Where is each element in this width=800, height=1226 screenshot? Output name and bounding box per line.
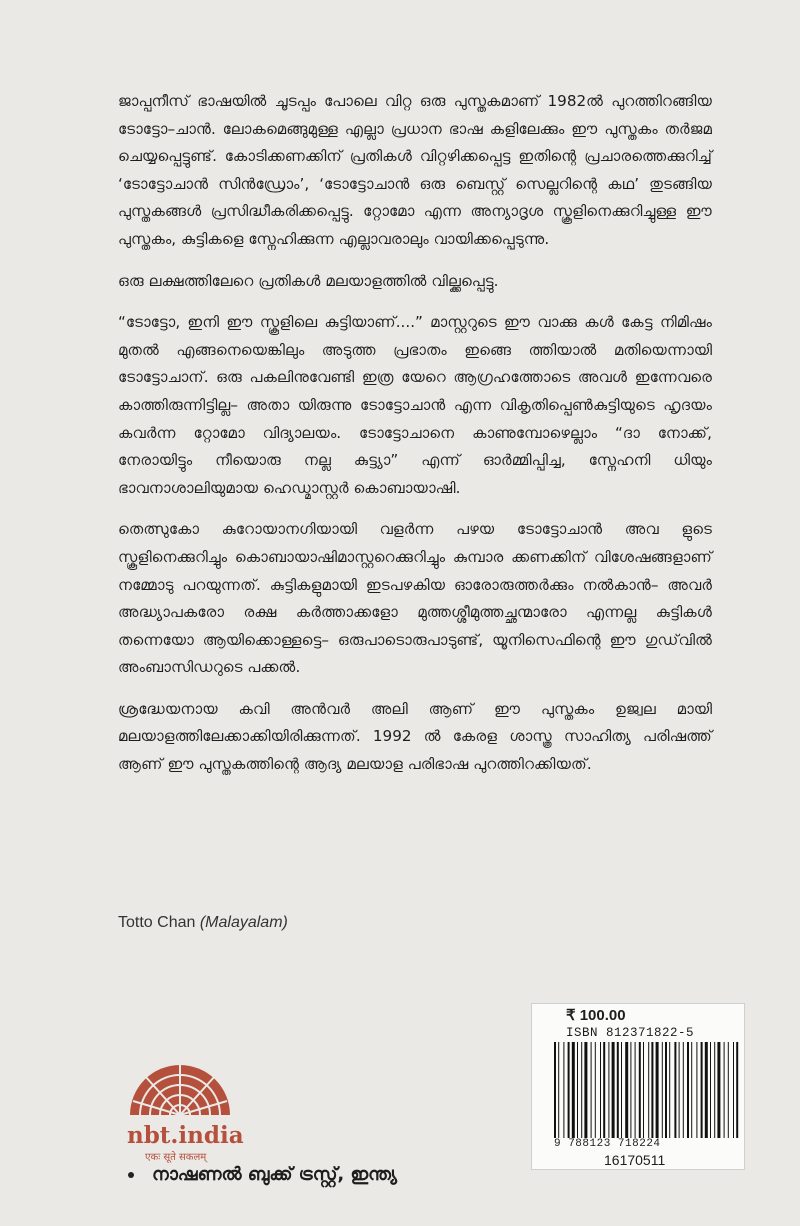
barcode-bar <box>679 1042 680 1138</box>
barcode-digits: 9 788123 718224 <box>554 1138 661 1150</box>
barcode-bar <box>612 1042 615 1138</box>
barcode-bar <box>683 1042 684 1138</box>
barcode-bar <box>674 1042 676 1138</box>
barcode-bar <box>630 1042 631 1138</box>
title-language: (Malayalam) <box>199 914 288 931</box>
barcode-bar <box>728 1042 729 1138</box>
title-text: Totto Chan <box>118 914 196 931</box>
barcode-bar <box>705 1042 708 1138</box>
barcode-bars <box>552 1042 742 1140</box>
barcode-bar <box>662 1042 663 1138</box>
price-label: ₹ 100.00 <box>566 1007 626 1024</box>
barcode-bar <box>736 1042 738 1138</box>
product-code: 16170511 <box>604 1152 666 1168</box>
barcode-bar <box>643 1042 644 1138</box>
barcode-bar <box>572 1042 575 1138</box>
bullet-dot <box>128 1172 134 1178</box>
barcode-bar <box>724 1042 725 1138</box>
barcode-sticker <box>531 1003 745 1170</box>
barcode-bar <box>617 1042 619 1138</box>
barcode-bar <box>714 1042 715 1138</box>
nbt-logo-icon <box>125 1043 235 1123</box>
logo-text: nbt.india <box>127 1122 244 1149</box>
barcode-bar <box>600 1042 601 1138</box>
barcode-bar <box>591 1042 592 1138</box>
barcode-bar <box>577 1042 578 1138</box>
book-title <box>118 914 288 932</box>
barcode-bar <box>701 1042 703 1138</box>
paragraph-story: “ടോട്ടോ, ഇനി ഈ സ്കൂളിലെ കുട്ടിയാണ്....” മാസ്റ്ററുടെ ഈ വാക്കു കൾ കേട്ട നിമിഷം മുതൽ എങ്ങനെയെങ്കിലും അടുത്ത പ്രഭാതം ഇങ്ങെ ത്തിയാൽ മതിയെന്നായി ടോട്ടോചാന്. ഒരു പകലിനുവേണ്ടി ഇത്ര യേറെ ആഗ്രഹത്തോടെ അവൾ ഇന്നേവരെ കാത്തിരുന്നിട്ടില്ല– അതാ യിരുന്നു ടോട്ടോചാൻ എന്ന വികൃതിപ്പെൺകുട്ടിയുടെ ഹൃദയം കവർന്ന റ്റോമോ വിദ്യാലയം. ടോട്ടോചാനെ കാണുമ്പോഴെല്ലാം “ദാ നോക്ക്, നേരായിട്ടും നീയൊരു നല്ല കുട്ട്യാ” എന്ന് ഓർമ്മിപ്പിച്ച, സ്നേഹനി ധിയും ഭാവനാശാലിയുമായ ഹെഡ്മാസ്റ്റർ കൊബായാഷി. <box>118 313 712 497</box>
paragraph-sales: ഒരു ലക്ഷത്തിലേറെ പ്രതികൾ മലയാളത്തിൽ വില്ക്കപ്പെട്ടു. <box>118 271 499 290</box>
barcode-bar <box>554 1042 556 1138</box>
barcode-bar <box>656 1042 659 1138</box>
barcode-bar <box>581 1042 582 1138</box>
barcode-bar <box>717 1042 720 1138</box>
barcode-bar <box>665 1042 667 1138</box>
back-cover-blurb <box>118 88 712 793</box>
barcode-bar <box>625 1042 628 1138</box>
barcode-bar <box>595 1042 596 1138</box>
barcode-bar <box>563 1042 564 1138</box>
logo-tagline: एकः सूते सकलम् <box>145 1152 207 1163</box>
barcode-bar <box>669 1042 670 1138</box>
barcode-bar <box>603 1042 605 1138</box>
barcode-bar <box>710 1042 711 1138</box>
barcode-bar <box>584 1042 587 1138</box>
barcode-bar <box>621 1042 622 1138</box>
barcode-bar <box>651 1042 653 1138</box>
barcode-bar <box>608 1042 609 1138</box>
barcode-bar <box>635 1042 636 1138</box>
barcode-bar <box>648 1042 649 1138</box>
barcode-bar <box>687 1042 689 1138</box>
barcode-bar <box>558 1042 559 1138</box>
isbn-label: ISBN 812371822-5 <box>566 1026 695 1040</box>
barcode-bar <box>696 1042 697 1138</box>
barcode-bar <box>568 1042 570 1138</box>
barcode-bar <box>733 1042 734 1138</box>
barcode-bar <box>691 1042 692 1138</box>
paragraph-translation: ശ്രദ്ധേയനായ കവി അൻവർ അലി ആണ് ഈ പുസ്തകം ഉജ്വല മായി മലയാളത്തിലേക്കാക്കിയിരിക്കുന്നത്. 1992 ൽ കേരള ശാസ്ത്ര സാഹിത്യ പരിഷത്ത് ആണ് ഈ പുസ്തകത്തിന്റെ ആദ്യ മലയാള പരിഭാഷ പുറത്തിറക്കിയത്. <box>118 699 712 774</box>
paragraph-intro: ജാപ്പനീസ് ഭാഷയിൽ ചൂടപ്പം പോലെ വിറ്റ ഒരു പുസ്തകമാണ് 1982ൽ പുറത്തിറങ്ങിയ ടോട്ടോ–ചാൻ. ലോകമെങ്ങുമുള്ള എല്ലാ പ്രധാന ഭാഷ കളിലേക്കും ഈ പുസ്തകം തർജമ ചെയ്യപ്പെട്ടുണ്ട്. കോടിക്കണക്കിന് പ്രതികൾ വിറ്റഴിക്കപ്പെട്ട ഇതിന്റെ പ്രചാരത്തെക്കുറിച്ച് ‘ടോട്ടോചാൻ സിൻഡ്രോം’, ‘ടോട്ടോചാൻ ഒരു ബെസ്റ്റ് സെല്ലറിന്റെ കഥ’ തുടങ്ങിയ പുസ്തകങ്ങൾ പ്രസിദ്ധീകരിക്കപ്പെട്ടു. റ്റോമോ എന്ന അന്യാദൃശ സ്കൂളിനെക്കുറിച്ചുള്ള ഈ പുസ്തകം, കുട്ടികളെ സ്നേഹിക്കുന്ന എല്ലാവരാലും വായിക്കപ്പെടുന്നു. <box>118 92 712 248</box>
publisher-name: നാഷണൽ ബുക്ക് ട്രസ്റ്റ്, ഇന്ത്യ <box>152 1164 397 1185</box>
barcode-bar <box>639 1042 641 1138</box>
paragraph-author: തെത്സുകോ കുറോയാനഗിയായി വളർന്ന പഴയ ടോട്ടോചാൻ അവ ളുടെ സ്കൂളിനെക്കുറിച്ചും കൊബായാഷിമാസ്റ്ററെക്കുറിച്ചും കുമ്പാര ക്കണക്കിന് വിശേഷങ്ങളാണ് നമ്മോടു പറയുന്നത്. കുട്ടികളുമായി ഇടപഴകിയ ഓരോരുത്തർക്കും നൽകാൻ– അവർ അദ്ധ്യാപകരോ രക്ഷ കർത്താക്കളോ മുത്തശ്ശീമുത്തച്ഛന്മാരോ എന്നല്ല കുട്ടികൾ തന്നെയോ ആയിക്കൊള്ളട്ടെ– ഒരുപാടൊരുപാടുണ്ട്, യൂനിസെഫിന്റെ ഈ ഗുഡ്‌വിൽ അംബാസിഡറുടെ പക്കൽ. <box>118 520 712 677</box>
